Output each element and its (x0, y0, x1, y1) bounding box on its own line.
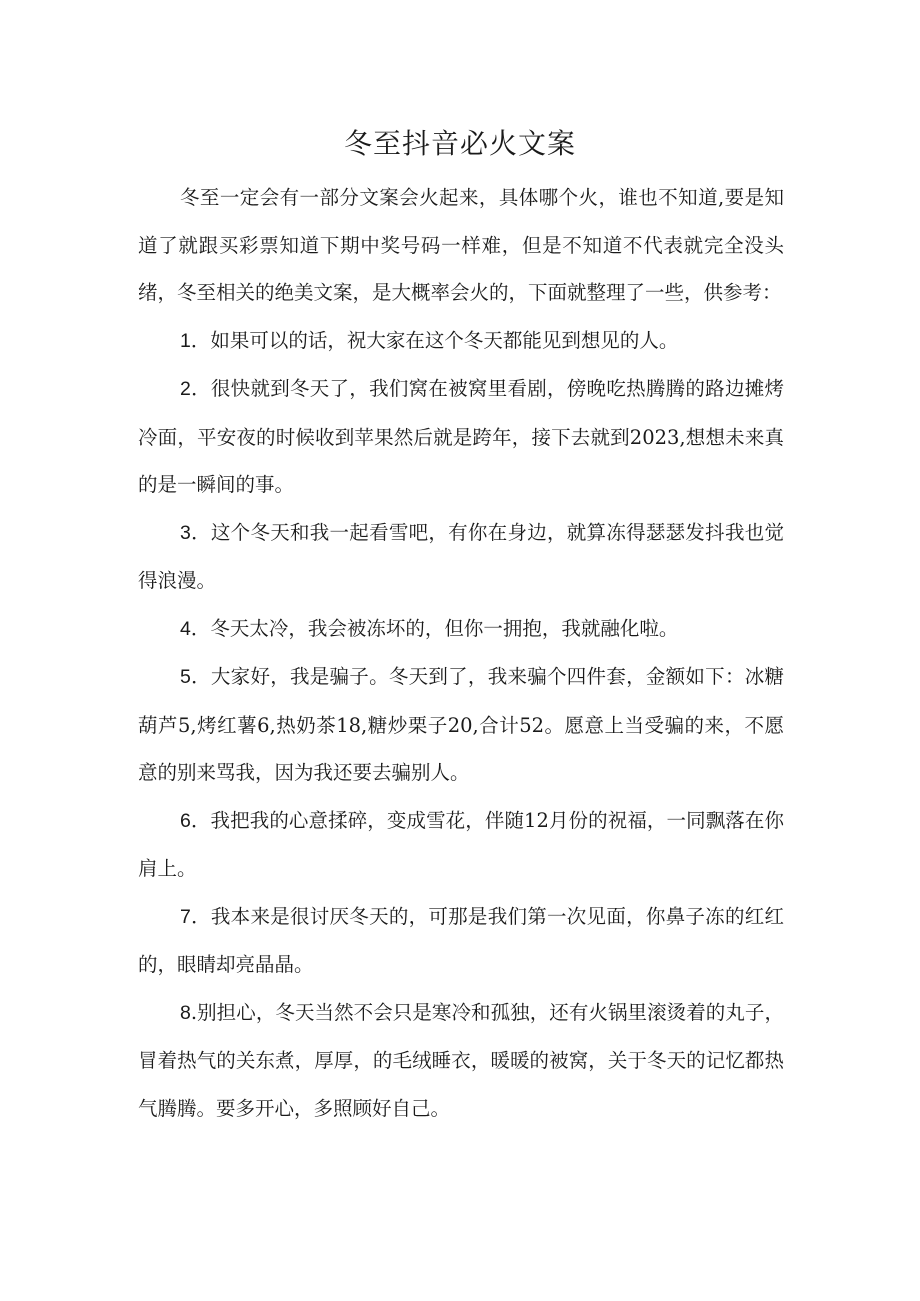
list-item (138, 989, 784, 1133)
item-text: ．如果可以的话，祝大家在这个冬天都能见到想见的人。 (190, 328, 679, 352)
item-number: 2 (180, 378, 191, 400)
item-number: 1 (180, 329, 191, 352)
list-item (138, 605, 784, 654)
list-item (138, 317, 784, 366)
item-text: ．很快就到冬天了，我们窝在被窝里看剧，傍晚吃热腾腾的路边摊烤冷面，平安夜的时候收到苹果然后就是跨年，接下去就到2023,想想未来真的是一瞬间的事。 (138, 377, 784, 496)
item-number: 6 (180, 809, 191, 832)
document-body (138, 174, 784, 1132)
item-number: 7 (180, 905, 191, 928)
item-number: 5 (180, 666, 191, 688)
item-text: ．我本来是很讨厌冬天的，可那是我们第一次见面，你鼻子冻的红红的，眼睛却亮晶晶。 (138, 904, 784, 976)
item-text: ．冬天太冷，我会被冻坏的，但你一拥抱，我就融化啦。 (190, 616, 679, 640)
item-text: ．大家好，我是骗子。冬天到了，我来骗个四件套，金额如下：冰糖葫芦5,烤红薯6,热奶茶18,糖炒栗子20,合计52。愿意上当受骗的来，不愿意的别来骂我，因为我还要去骗别人。 (138, 665, 784, 784)
item-number: 4 (180, 617, 191, 640)
item-number: 3 (180, 521, 191, 544)
list-item (138, 509, 784, 605)
item-text: .别担心，冬天当然不会只是寒冷和孤独，还有火锅里滚烫着的丸子，冒着热气的关东煮，厚厚，的毛绒睡衣，暖暖的被窝，关于冬天的记忆都热气腾腾。要多开心，多照顾好自己。 (138, 1000, 784, 1120)
list-item (138, 365, 784, 509)
item-text: ．我把我的心意揉碎，变成雪花，伴随12月份的祝福，一同飘落在你肩上。 (138, 808, 784, 880)
list-item (138, 893, 784, 989)
intro-paragraph: 冬至一定会有一部分文案会火起来，具体哪个火，谁也不知道,要是知道了就跟买彩票知道下期中奖号码一样难，但是不知道不代表就完全没头绪，冬至相关的绝美文案，是大概率会火的，下面就整理了一些，供参考： (138, 186, 784, 304)
document-title: 冬至抖音必火文案 (343, 127, 576, 160)
item-number: 8 (180, 1001, 191, 1024)
item-text: ．这个冬天和我一起看雪吧，有你在身边，就算冻得瑟瑟发抖我也觉得浪漫。 (138, 520, 784, 592)
list-item (138, 797, 784, 893)
list-item (138, 653, 784, 797)
